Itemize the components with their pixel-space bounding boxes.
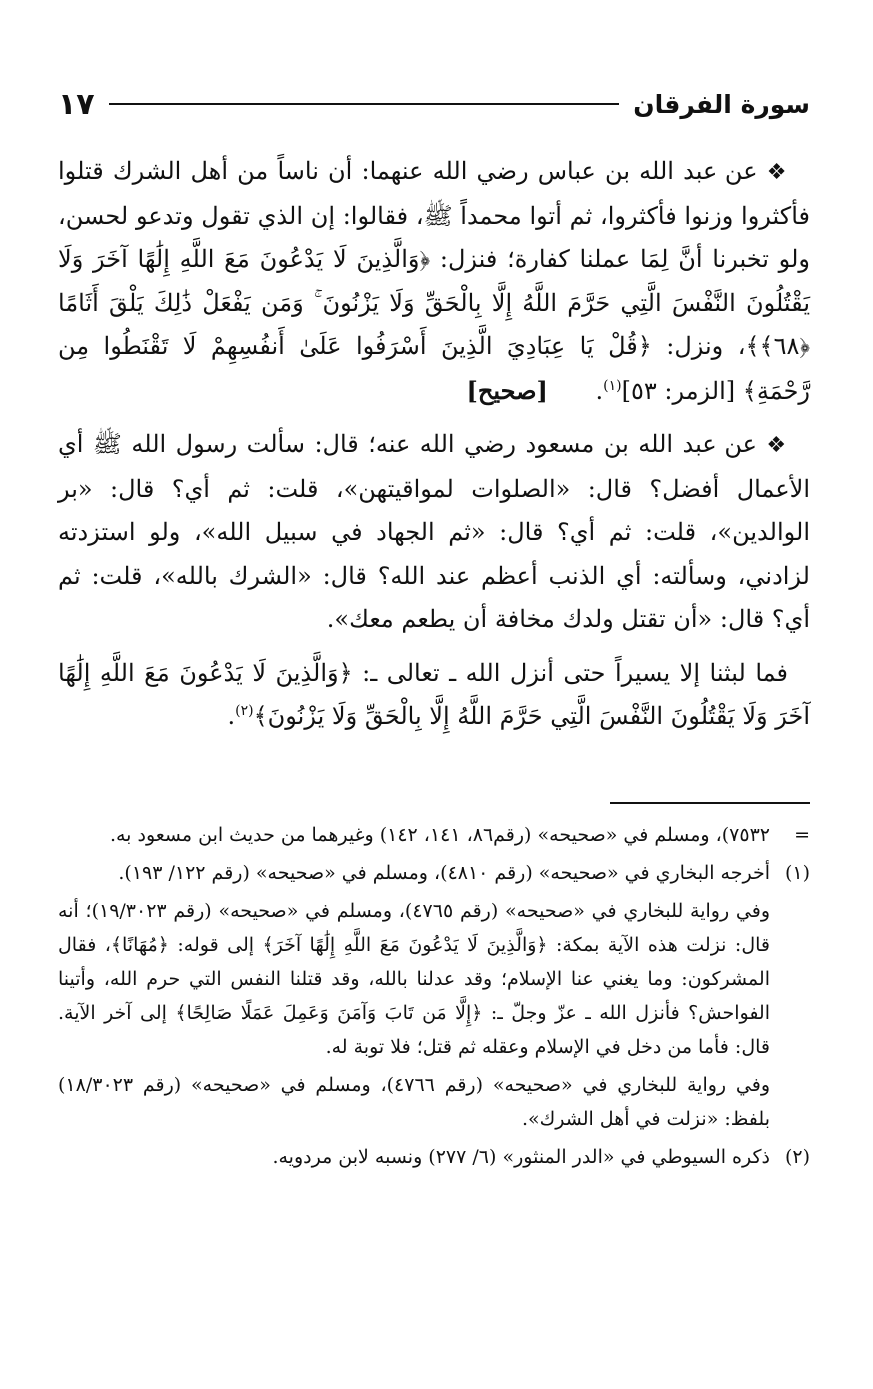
footnote-separator [610, 802, 810, 804]
header-rule [109, 103, 620, 105]
hadith-ibn-abbas [58, 150, 810, 413]
hadith-text: فما لبثنا إلا يسيراً حتى أنزل الله ـ تعالى ـ: ﴿وَالَّذِينَ لَا يَدْعُونَ مَعَ اللَّهِ إِلَٰهًا آخَرَ وَلَا يَقْتُلُونَ النَّفْسَ الَّتِي حَرَّمَ اللَّهُ إِلَّا بِالْحَقِّ وَلَا يَزْنُونَ﴾ [58, 658, 810, 730]
main-text [58, 150, 810, 749]
hadith-marker-icon: ❖ [766, 433, 788, 458]
hadith-continuation [58, 652, 810, 739]
grade-label: [صحيح] [466, 375, 548, 405]
footnote-2 [58, 1140, 810, 1174]
sentence-end: . [227, 702, 236, 730]
hadith-ibn-masud [58, 423, 810, 642]
footnote-text: أخرجه البخاري في «صحيحه» (رقم ٤٨١٠)، ومسلم في «صحيحه» (رقم ١٢٢/ ١٩٣). [118, 862, 770, 884]
sentence-end: . [595, 376, 604, 405]
footnote-ref-2[interactable]: (٢) [235, 703, 254, 719]
footnote-marker: (١) [784, 862, 810, 884]
footnote-continuation [58, 818, 810, 852]
footnote-text: ٧٥٣٢)، ومسلم في «صحيحه» (رقم٨٦، ١٤١، ١٤٢) وغيرهما من حديث ابن مسعود به. [109, 824, 770, 846]
footnote-1-narration: وفي رواية للبخاري في «صحيحه» (رقم ٤٧٦٦)، ومسلم في «صحيحه» (رقم ١٨/٣٠٢٣) بلفظ: «نزلت في أهل الشرك». [58, 1074, 771, 1130]
footnotes [58, 818, 810, 1178]
page-header [58, 82, 810, 126]
hadith-text: عن عبد الله بن مسعود رضي الله عنه؛ قال: سألت رسول الله ﷺ أي الأعمال أفضل؟ قال: «الصلوات لمواقيتهن»، قلت: ثم أي؟ قال: «بر الوالدين»، قلت: ثم أي؟ قال: «ثم الجهاد في سبيل الله»، ولو استزدته لزادني، وسألته: أي الذنب أعظم عند الله؟ قال: «الشرك بالله»، قلت: ثم أي؟ قال: «أن تقتل ولدك مخافة أن يطعم معك». [58, 430, 810, 633]
surah-title: سورة الفرقان [633, 89, 810, 119]
footnote-marker: = [794, 824, 810, 846]
footnote-1 [58, 856, 810, 890]
page-number: ١٧ [58, 86, 95, 122]
footnote-ref-1[interactable]: (١) [603, 377, 622, 394]
hadith-marker-icon: ❖ [766, 160, 788, 185]
footnote-1-narration: وفي رواية للبخاري في «صحيحه» (رقم ٤٧٦٥)، ومسلم في «صحيحه» (رقم ١٩/٣٠٢٣)؛ أنه قال: نزلت هذه الآية بمكة: ﴿وَالَّذِينَ لَا يَدْعُونَ مَعَ اللَّهِ إِلَٰهًا آخَرَ﴾ إلى قوله: ﴿مُهَانًا﴾، فقال المشركون: وما يغني عنا الإسلام؛ وقد عدلنا بالله، وقد قتلنا النفس التي حرم الله، وأتينا الفواحش؟ فأنزل الله ـ عزّ وجلّ ـ: ﴿إِلَّا مَن تَابَ وَآمَنَ وَعَمِلَ عَمَلًا صَالِحًا﴾ إلى آخر الآية. قال: فأما من دخل في الإسلام وعقله ثم قتل؛ فلا توبة له. [58, 900, 770, 1058]
footnote-text: ذكره السيوطي في «الدر المنثور» (٦/ ٢٧٧) ونسبه لابن مردويه. [272, 1146, 770, 1168]
footnote-marker: (٢) [784, 1146, 810, 1168]
hadith-text: عن عبد الله بن عباس رضي الله عنهما: أن ناساً من أهل الشرك قتلوا فأكثروا وزنوا فأكثروا، ثم أتوا محمداً ﷺ، فقالوا: إن الذي تقول وتدعو لحسن، ولو تخبرنا أنَّ لِمَا عملنا كفارة؛ فنزل: ﴿وَالَّذِينَ لَا يَدْعُونَ مَعَ اللَّهِ إِلَٰهًا آخَرَ وَلَا يَقْتُلُونَ النَّفْسَ الَّتِي حَرَّمَ اللَّهُ إِلَّا بِالْحَقِّ وَلَا يَزْنُونَ ۚ وَمَن يَفْعَلْ ذَٰلِكَ يَلْقَ أَثَامًا ﴿٦٨﴾﴾، ونزل: ﴿قُلْ يَا عِبَادِيَ الَّذِينَ أَسْرَفُوا عَلَىٰ أَنفُسِهِمْ لَا تَقْنَطُوا مِن رَّحْمَةِ﴾ [الزمر: ٥٣] [58, 157, 810, 405]
